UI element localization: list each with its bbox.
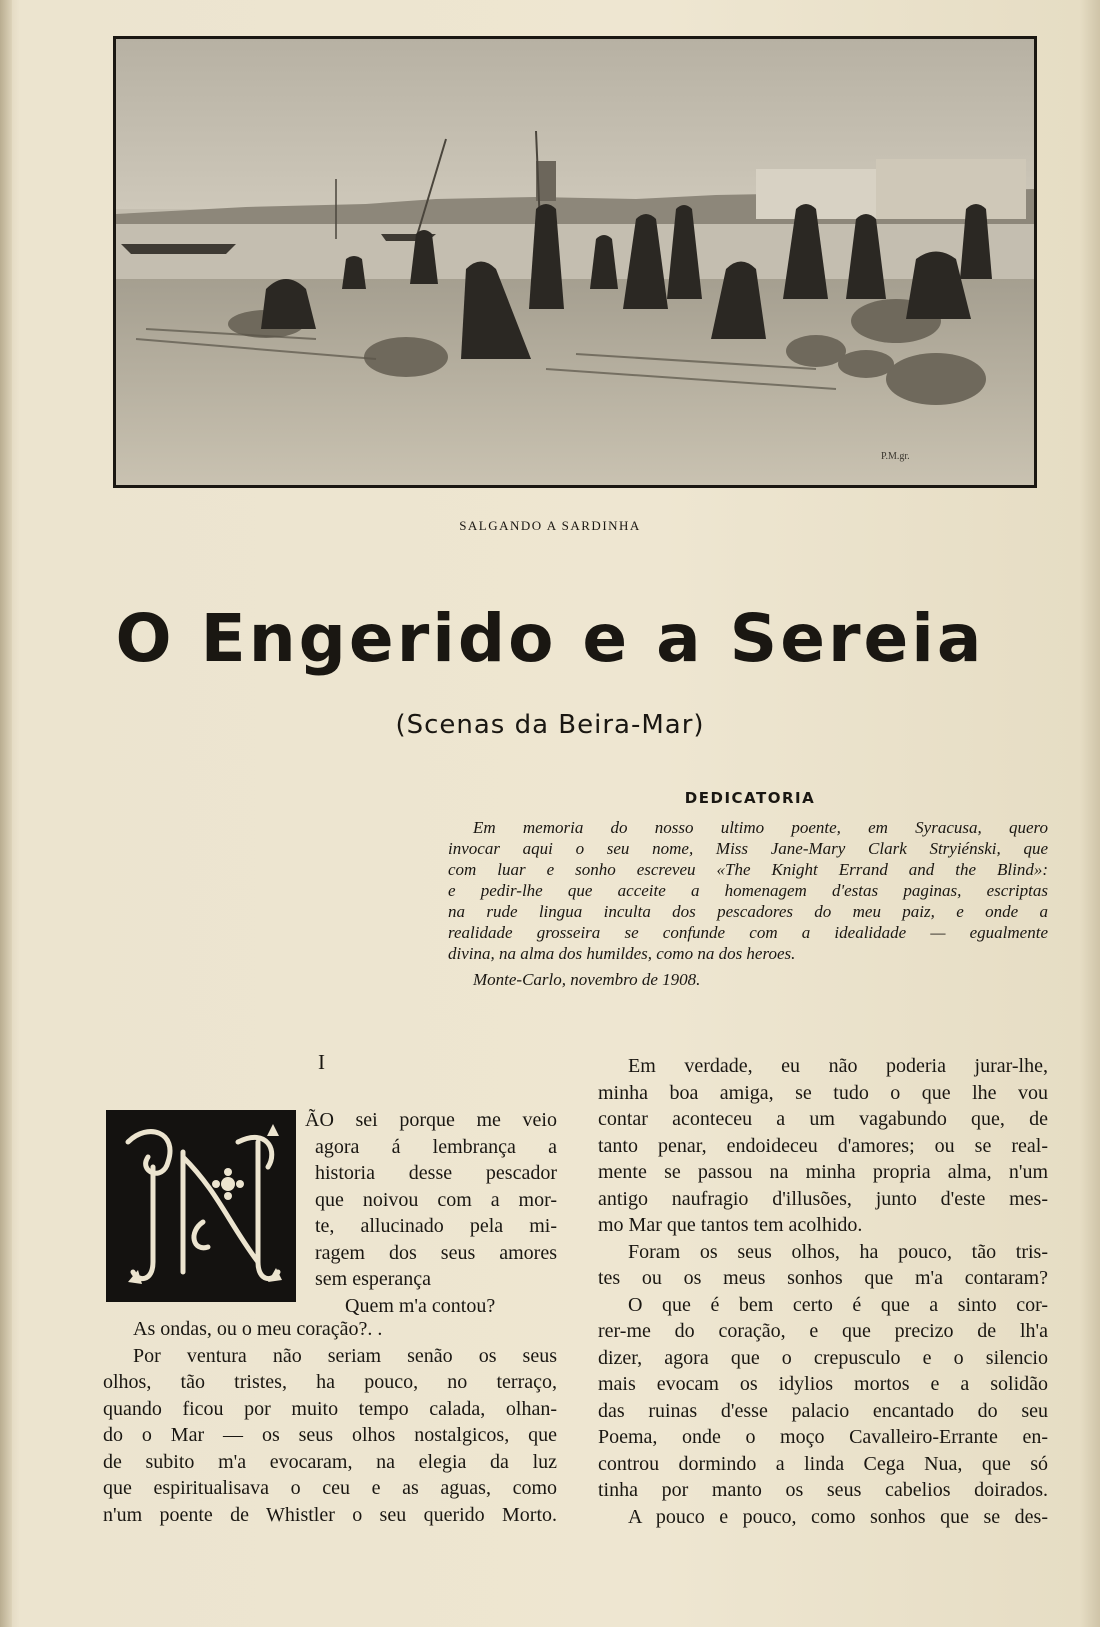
dedication-line: com luar e sonho escreveu «The Knight Errand and the Blind»: xyxy=(448,860,1048,879)
beach-scene-illustration xyxy=(116,39,1034,485)
text-line: mo Mar que tantos tem acolhido. xyxy=(598,1214,863,1236)
text-line: ragem dos seus amores xyxy=(315,1241,557,1264)
text-line: minha boa amiga, se tudo o que lhe vou xyxy=(598,1081,1048,1104)
text-line: de subito m'a evocaram, na elegia da luz xyxy=(103,1450,557,1473)
dedication-line: invocar aqui o seu nome, Miss Jane-Mary Clark Stryiénski, que xyxy=(448,839,1048,858)
text-line: tes ou os meus sonhos que m'a contaram? xyxy=(598,1267,1048,1289)
text-line: O que é bem certo é que a sinto cor- xyxy=(628,1293,1048,1316)
text-line: olhos, tão tristes, ha pouco, no terraço, xyxy=(103,1371,557,1393)
text-line: contar aconteceu a um vagabundo que, de xyxy=(598,1108,1048,1130)
left-column-text xyxy=(103,1316,557,1528)
text-line: Por ventura não seriam senão os seus xyxy=(133,1344,557,1367)
section-number: I xyxy=(318,1050,325,1074)
text-line: mais evocam os idylios mortos e a solidão xyxy=(598,1373,1048,1395)
dedication-heading: DEDICATORIA xyxy=(684,789,816,807)
text-line: tinha por manto os seus cabelios doirados. xyxy=(598,1479,1048,1501)
text-line: A pouco e pouco, como sonhos que se des- xyxy=(628,1505,1048,1528)
text-line: historia desse pescador xyxy=(315,1162,557,1184)
article-subtitle: (Scenas da Beira-Mar) xyxy=(395,710,705,740)
ornamental-drop-cap-n xyxy=(106,1110,296,1302)
text-line: antigo naufragio d'illusões, junto d'este mes- xyxy=(598,1187,1048,1210)
photo-salgando-a-sardinha xyxy=(113,36,1037,488)
text-line: Foram os seus olhos, ha pouco, tão tris- xyxy=(628,1240,1048,1263)
drop-cap-ornament-icon xyxy=(108,1112,294,1300)
text-line: controu dormindo a linda Cega Nua, que só xyxy=(598,1452,1048,1475)
text-line: que espiritualisava o ceu e as aguas, como xyxy=(103,1477,557,1499)
right-column-text xyxy=(598,1053,1048,1530)
text-line: Quem m'a contou? xyxy=(345,1294,496,1317)
text-line: das ruinas d'esse palacio encantado do seu xyxy=(598,1399,1048,1422)
page-binding-edge xyxy=(0,0,12,1627)
dedication-line: realidade grosseira se confunde com a idealidade — egualmente xyxy=(448,923,1048,942)
text-line: tanto penar, endoideceu d'amores; ou se real- xyxy=(598,1134,1048,1157)
text-line: dizer, agora que o crepusculo e o silencio xyxy=(598,1346,1048,1369)
text-line: Em verdade, eu não poderia jurar-lhe, xyxy=(628,1055,1048,1077)
text-line: sem esperança xyxy=(315,1268,432,1290)
dedication-line: na rude lingua inculta dos pescadores do meu paiz, e onde a xyxy=(448,902,1048,921)
dropcap-text-block xyxy=(305,1107,557,1319)
text-line: mente se passou na minha propria alma, n'um xyxy=(598,1161,1048,1183)
photo-engraver-signature: P.M.gr. xyxy=(881,451,910,462)
text-line: te, allucinado pela mi- xyxy=(315,1215,557,1237)
dedication-line: Em memoria do nosso ultimo poente, em Syracusa, quero xyxy=(473,818,1048,837)
dedication-line: e pedir-lhe que acceite a homenagem d'estas paginas, escriptas xyxy=(448,881,1048,900)
text-line: ÃO sei porque me veio xyxy=(305,1109,557,1131)
dedication-line: divina, na alma dos humildes, como na dos heroes. xyxy=(448,944,796,963)
text-line: que noivou com a mor- xyxy=(315,1188,557,1211)
photo-caption: SALGANDO A SARDINHA xyxy=(459,518,641,533)
article-title: O Engerido e a Sereia xyxy=(115,600,985,677)
text-line: n'um poente de Whistler o seu querido Morto. xyxy=(103,1503,557,1526)
text-line: Poema, onde o moço Cavalleiro-Errante en- xyxy=(598,1426,1048,1448)
dedication-signature: Monte-Carlo, novembro de 1908. xyxy=(473,970,701,989)
text-line: quando ficou por muito tempo calada, olhan- xyxy=(103,1397,557,1420)
text-line: rer-me do coração, e que precizo de lh'a xyxy=(598,1320,1048,1342)
dedication-body xyxy=(448,817,1048,964)
text-line: do o Mar — os seus olhos nostalgicos, que xyxy=(103,1424,557,1446)
text-line: As ondas, ou o meu coração?. . xyxy=(133,1318,383,1340)
text-line: agora á lembrança a xyxy=(315,1135,557,1158)
